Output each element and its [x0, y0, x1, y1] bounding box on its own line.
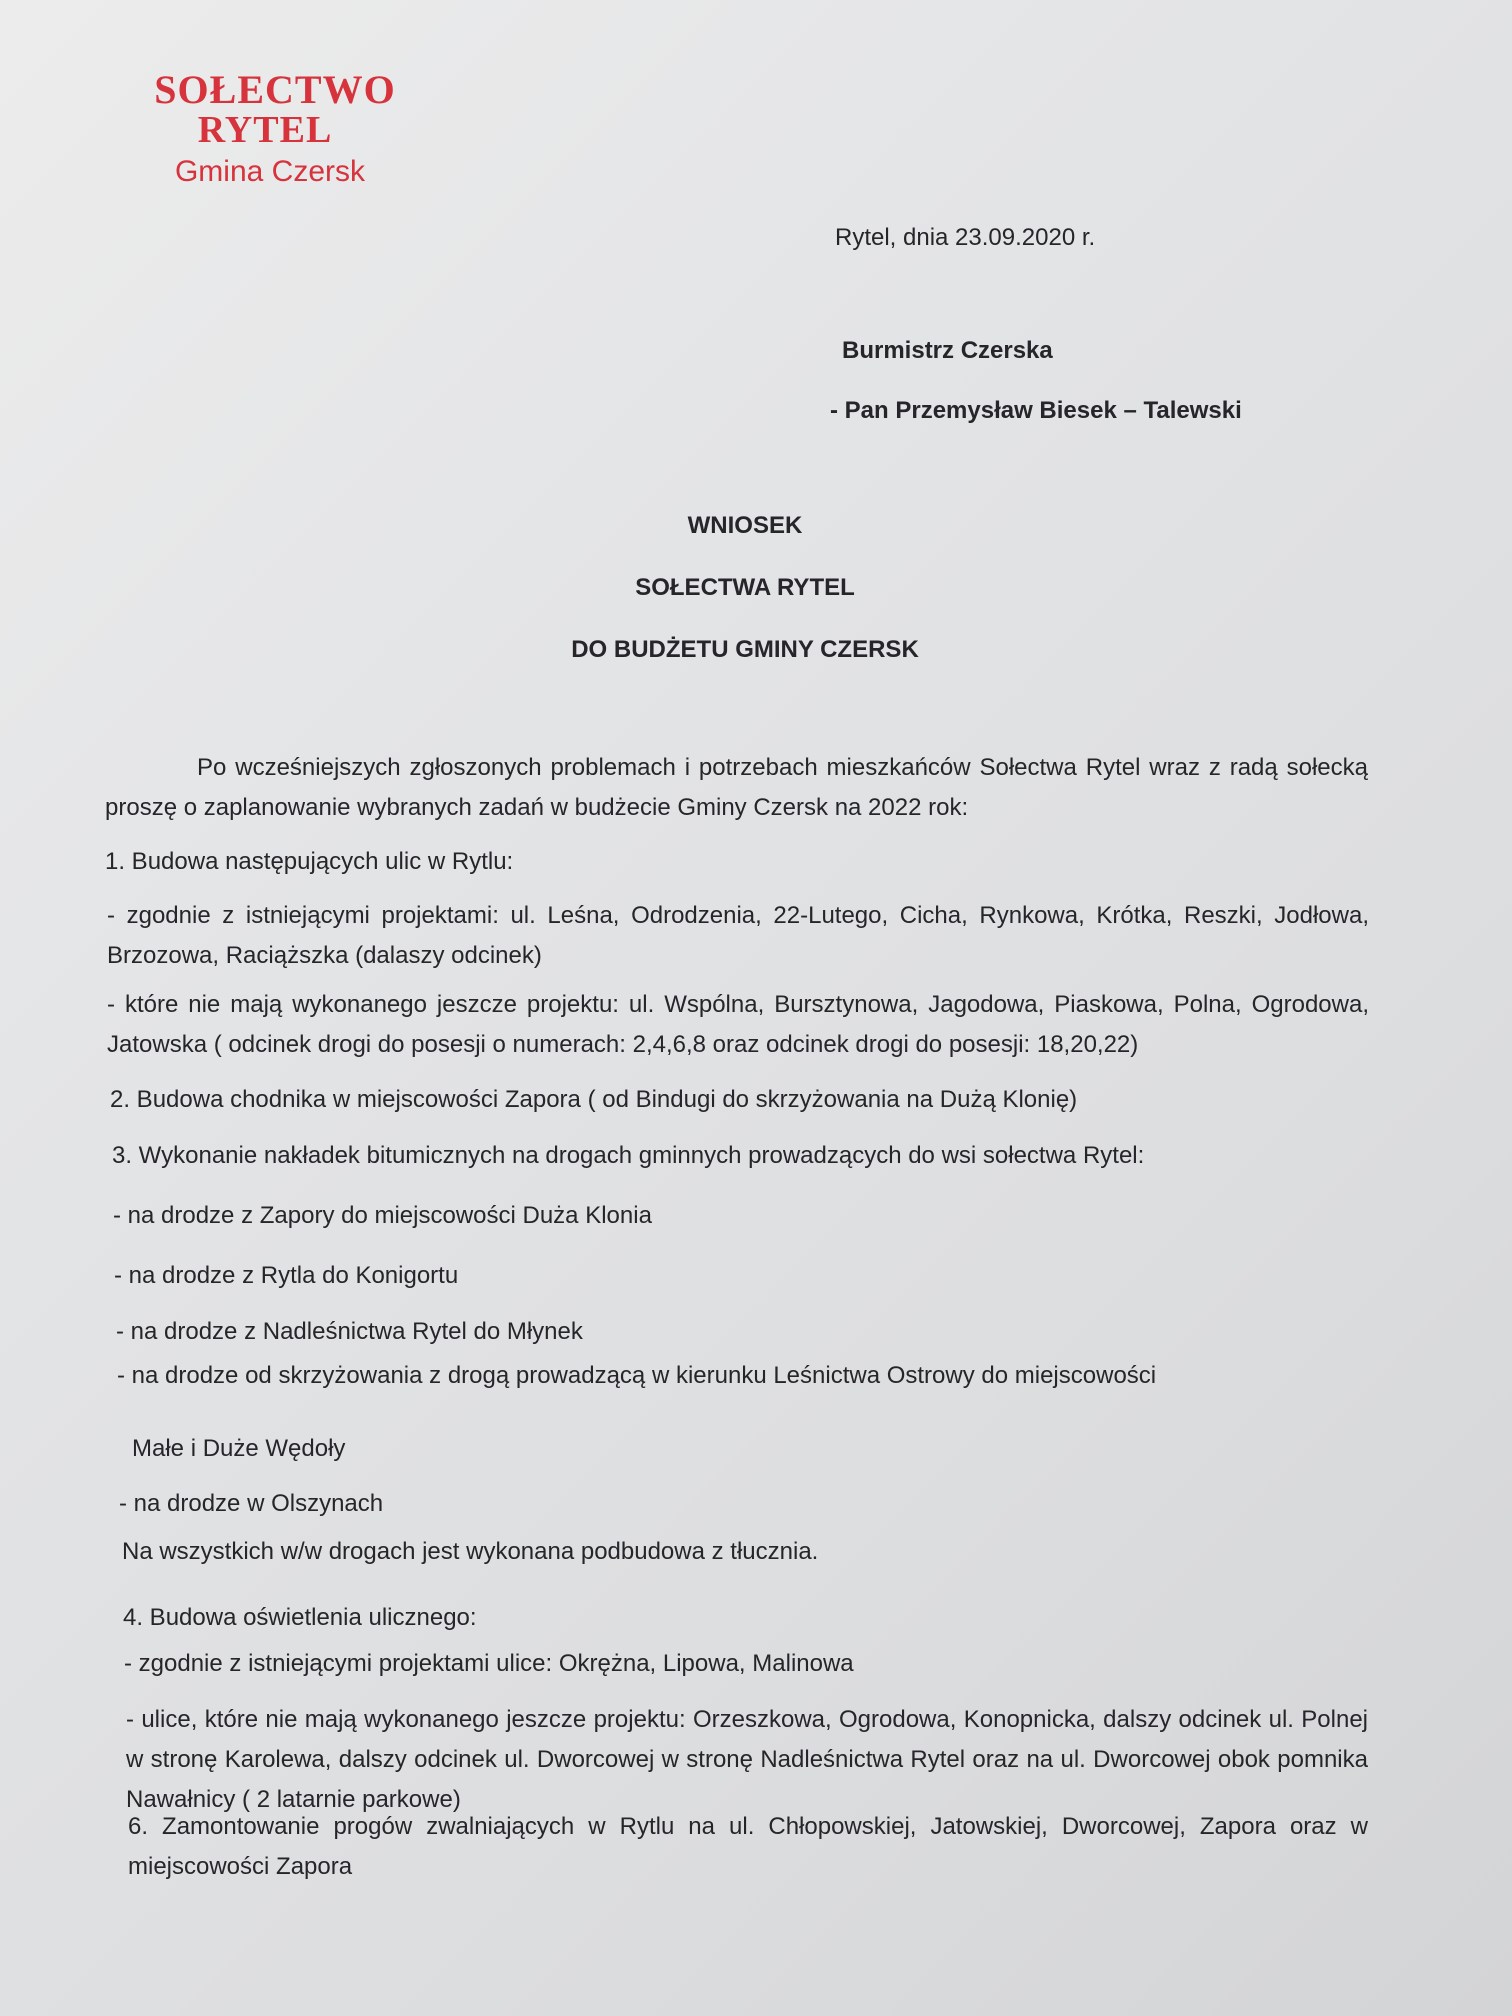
title-line-1: WNIOSEK: [687, 512, 803, 539]
title-line-2: SOŁECTWA RYTEL: [635, 574, 855, 601]
item-1b: - które nie mają wykonanego jeszcze projektu: ul. Wspólna, Bursztynowa, Jagodowa, Piaskowa, Polna, Ogrodowa, Jatowska ( odcinek drogi do posesji o numerach: 2,4,6,8 oraz odcinek drogi do posesji: 18,20,22): [107, 991, 1369, 1058]
stamp-line-2: RYTEL: [197, 109, 333, 151]
item-3d-continued: Małe i Duże Wędoły: [132, 1435, 346, 1462]
stamp-line-3: Gmina Czersk: [174, 155, 366, 188]
title-line-3: DO BUDŻETU GMINY CZERSK: [571, 636, 919, 663]
item-2: 2. Budowa chodnika w miejscowości Zapora ( od Bindugi do skrzyżowania na Dużą Klonię): [110, 1086, 1078, 1113]
stamp: [115, 67, 435, 190]
stamp-line-1: SOŁECTWO: [154, 67, 396, 112]
item-4a: - zgodnie z istniejącymi projektami ulice: Okrężna, Lipowa, Malinowa: [124, 1650, 854, 1677]
item-6: 6. Zamontowanie progów zwalniających w Rytlu na ul. Chłopowskiej, Jatowskiej, Dworcowej, Zapora oraz w miejscowości Zapora: [128, 1813, 1368, 1880]
item-1: 1. Budowa następujących ulic w Rytlu:: [105, 848, 514, 875]
item-4b: - ulice, które nie mają wykonanego jeszcze projektu: Orzeszkowa, Ogrodowa, Konopnicka, dalszy odcinek ul. Polnej w stronę Karolewa, dalszy odcinek ul. Dworcowej w stronę Nadleśnictwa Rytel oraz na ul. Dworcowej obok pomnika Nawałnicy ( 2 latarnie parkowe): [126, 1706, 1368, 1813]
intro-paragraph: Po wcześniejszych zgłoszonych problemach i potrzebach mieszkańców Sołectwa Rytel wraz z radą sołecką proszę o zaplanowanie wybranych zadań w budżecie Gminy Czersk na 2022 rok:: [105, 754, 1368, 821]
date-line: Rytel, dnia 23.09.2020 r.: [835, 224, 1096, 251]
item-3b: - na drodze z Rytla do Konigortu: [114, 1262, 459, 1289]
item-4: 4. Budowa oświetlenia ulicznego:: [123, 1604, 477, 1631]
item-3c: - na drodze z Nadleśnictwa Rytel do Młynek: [116, 1318, 583, 1345]
recipient-title: Burmistrz Czerska: [842, 337, 1053, 364]
item-3d: - na drodze od skrzyżowania z drogą prowadzącą w kierunku Leśnictwa Ostrowy do miejscowości: [117, 1362, 1157, 1389]
recipient-name: - Pan Przemysław Biesek – Talewski: [830, 397, 1242, 424]
item-3e: - na drodze w Olszynach: [119, 1490, 384, 1517]
item-3-note: Na wszystkich w/w drogach jest wykonana podbudowa z tłucznia.: [122, 1538, 819, 1565]
item-3: 3. Wykonanie nakładek bitumicznych na drogach gminnych prowadzących do wsi sołectwa Rytel:: [112, 1142, 1145, 1169]
item-3a: - na drodze z Zapory do miejscowości Duża Klonia: [113, 1202, 652, 1229]
item-1a: - zgodnie z istniejącymi projektami: ul. Leśna, Odrodzenia, 22-Lutego, Cicha, Rynkowa, Krótka, Reszki, Jodłowa, Brzozowa, Raciąższka (dalaszy odcinek): [107, 902, 1369, 969]
